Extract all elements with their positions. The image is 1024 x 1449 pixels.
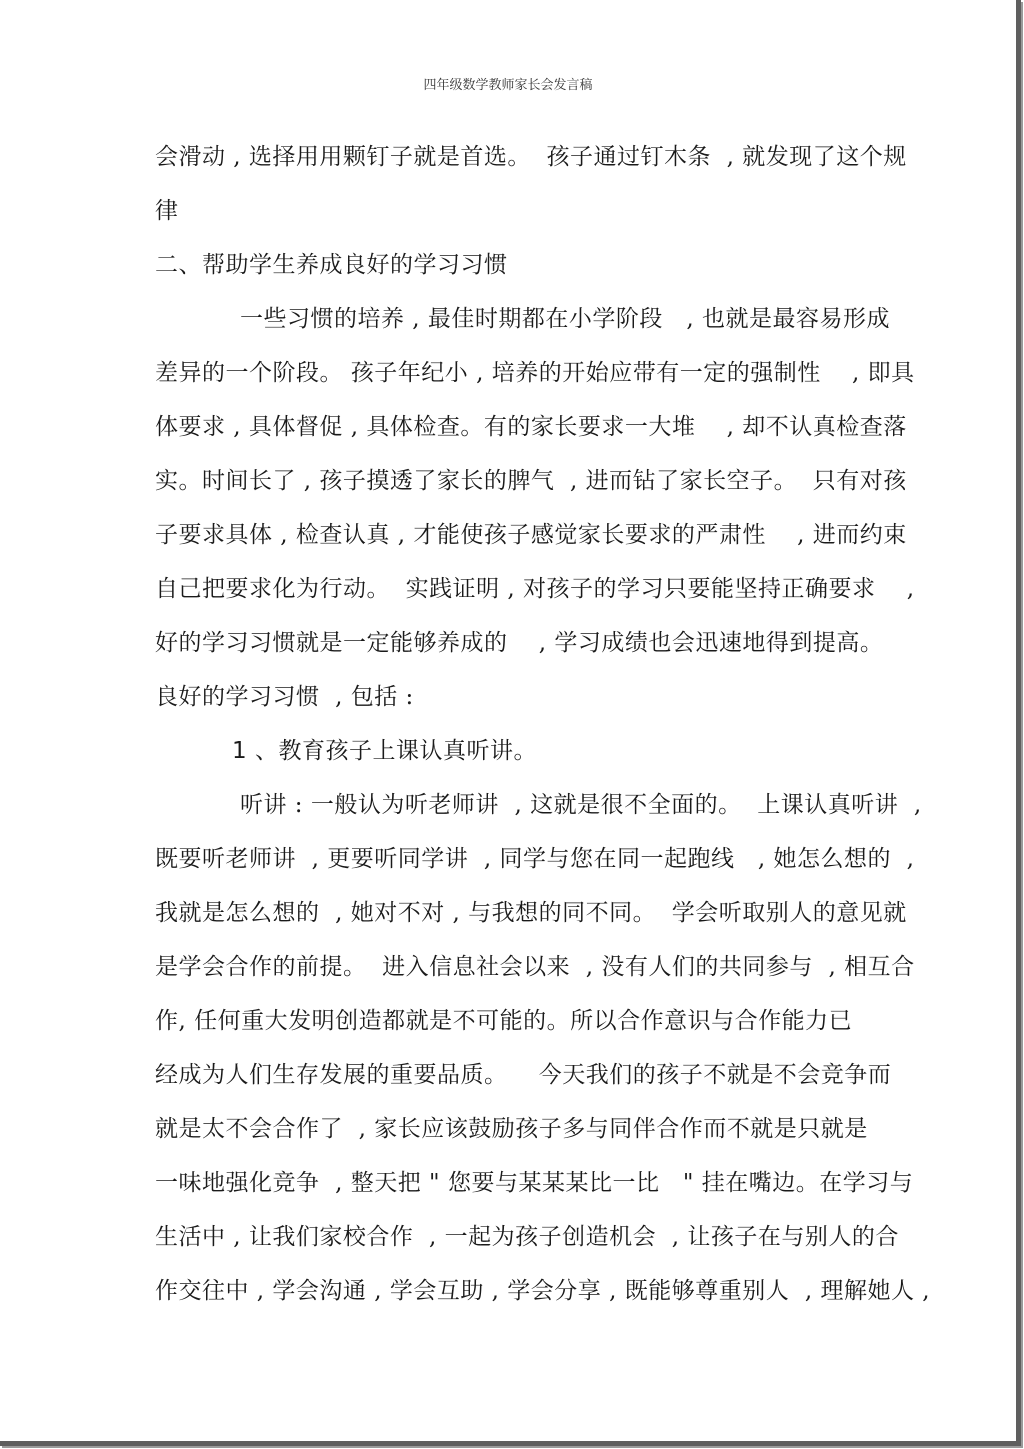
body-line-10: 好的学习习惯就是一定能够养成的 , 学习成绩也会迅速地得到提高。: [155, 630, 884, 656]
body-line-15: 我就是怎么想的 , 她对不对 , 与我想的同不同。 学会听取别人的意见就: [155, 900, 907, 926]
body-line-22: 作交往中 , 学会沟通 , 学会互助 , 学会分享 , 既能够尊重别人 , 理解她人 ,: [155, 1278, 931, 1304]
body-line-17: 作, 任何重大发明创造都就是不可能的。所以合作意识与合作能力已: [155, 1008, 853, 1034]
body-line-2: 律: [155, 198, 179, 224]
body-line-4: 一些习惯的培养 , 最佳时期都在小学阶段 , 也就是最容易形成: [240, 306, 890, 332]
body-line-1: 会滑动 , 选择用用颗钉子就是首选。 孩子通过钉木条 , 就发现了这个规: [155, 144, 907, 170]
body-line-5: 差异的一个阶段。 孩子年纪小 , 培养的开始应带有一定的强制性 , 即具: [155, 360, 915, 386]
body-line-18: 经成为人们生存发展的重要品质。 今天我们的孩子不就是不会竞争而: [155, 1062, 892, 1088]
body-line-6: 体要求 , 具体督促 , 具体检查。有的家长要求一大堆 , 却不认真检查落: [155, 414, 907, 440]
body-line-13: 听讲 : 一般认为听老师讲 , 这就是很不全面的。 上课认真听讲 ,: [240, 792, 922, 818]
body-line-14: 既要听老师讲 , 更要听同学讲 , 同学与您在同一起跑线 , 她怎么想的 ,: [155, 846, 915, 872]
body-line-20: 一味地强化竞争 , 整天把 " 您要与某某某比一比 " 挂在嘴边。在学习与: [155, 1170, 914, 1196]
body-line-11: 良好的学习习惯 , 包括 :: [155, 684, 414, 710]
list-item-heading: 1 、教育孩子上课认真听讲。: [232, 738, 537, 764]
body-line-8: 子要求具体 , 检查认真 , 才能使孩子感觉家长要求的严肃性 , 进而约束: [155, 522, 907, 548]
body-line-21: 生活中 , 让我们家校合作 , 一起为孩子创造机会 , 让孩子在与别人的合: [155, 1224, 899, 1250]
body-line-7: 实。时间长了 , 孩子摸透了家长的脾气 , 进而钻了家长空子。 只有对孩: [155, 468, 907, 494]
body-line-9: 自己把要求化为行动。 实践证明 , 对孩子的学习只要能坚持正确要求 ,: [155, 576, 915, 602]
section-heading: 二、帮助学生养成良好的学习习惯: [155, 252, 508, 278]
page-header-title: 四年级数学教师家长会发言稿: [423, 78, 593, 93]
body-line-16: 是学会合作的前提。 进入信息社会以来 , 没有人们的共同参与 , 相互合: [155, 954, 915, 980]
body-line-19: 就是太不会合作了 , 家长应该鼓励孩子多与同伴合作而不就是只就是: [155, 1116, 868, 1142]
